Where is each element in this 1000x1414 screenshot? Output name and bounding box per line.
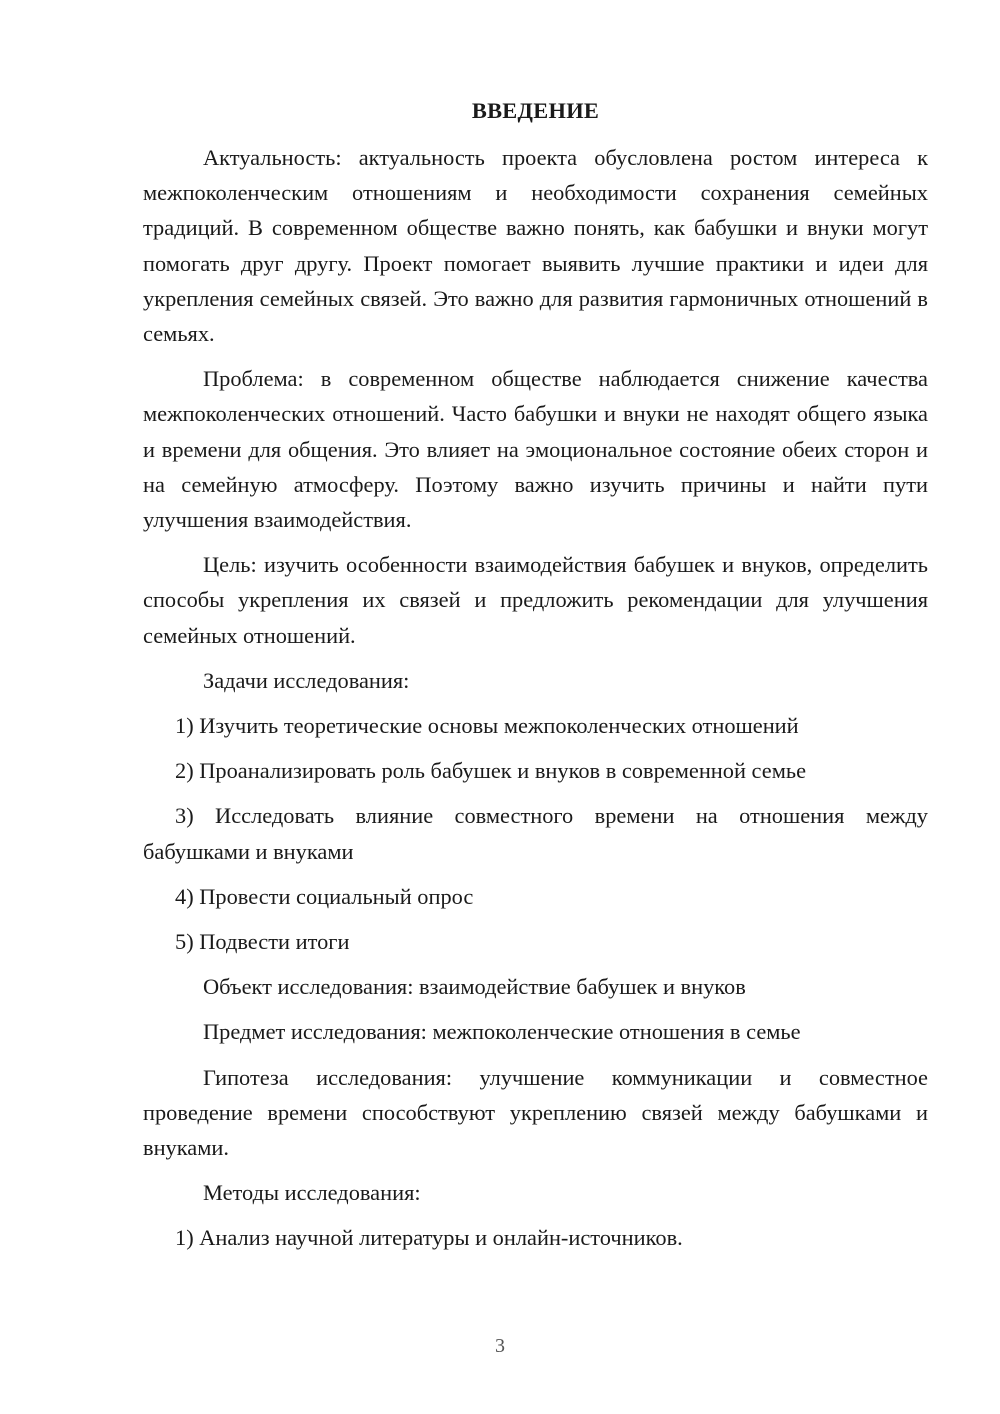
methods-title: Методы исследования: [203, 1180, 421, 1206]
task-item: 3) Исследовать влияние совместного времени на отношения между бабушками и внуками [143, 803, 928, 864]
relevance-paragraph: Актуальность: актуальность проекта обусловлена ростом интереса к межпоколенческим отношениям и необходимости сохранения семейных традиций. В современном обществе важно понять, как бабушки и внуки могут помогать друг другу. Проект помогает выявить лучшие практики и идеи для укрепления семейных связей. Это важно для развития гармоничных отношений в семьях. [143, 145, 928, 347]
document-page [143, 93, 928, 1256]
goal-paragraph: Цель: изучить особенности взаимодействия бабушек и внуков, определить способы укрепления их связей и предложить рекомендации для улучшения семейных отношений. [143, 552, 928, 648]
hypothesis-paragraph: Гипотеза исследования: улучшение коммуникации и совместное проведение времени способствуют укреплению связей между бабушками и внуками. [143, 1064, 928, 1161]
tasks-title: Задачи исследования: [203, 667, 410, 693]
task-item: 1) Изучить теоретические основы межпоколенческих отношений [175, 713, 799, 739]
page-number: 3 [495, 1335, 505, 1357]
task-item: 2) Проанализировать роль бабушек и внуков в современной семье [175, 758, 807, 784]
method-item: 1) Анализ научной литературы и онлайн-источников. [175, 1225, 683, 1251]
object-paragraph: Объект исследования: взаимодействие бабушек и внуков [203, 974, 746, 1000]
task-item: 4) Провести социальный опрос [175, 883, 474, 909]
task-item: 5) Подвести итоги [175, 929, 350, 955]
page-title: ВВЕДЕНИЕ [471, 98, 600, 123]
problem-paragraph: Проблема: в современном обществе наблюдается снижение качества межпоколенческих отношений. Часто бабушки и внуки не находят общего языка и времени для общения. Это влияет на эмоциональное состояние обеих сторон и на семейную атмосферу. Поэтому важно изучить причины и найти пути улучшения взаимодействия. [143, 366, 928, 533]
subject-paragraph: Предмет исследования: межпоколенческие отношения в семье [203, 1019, 801, 1045]
